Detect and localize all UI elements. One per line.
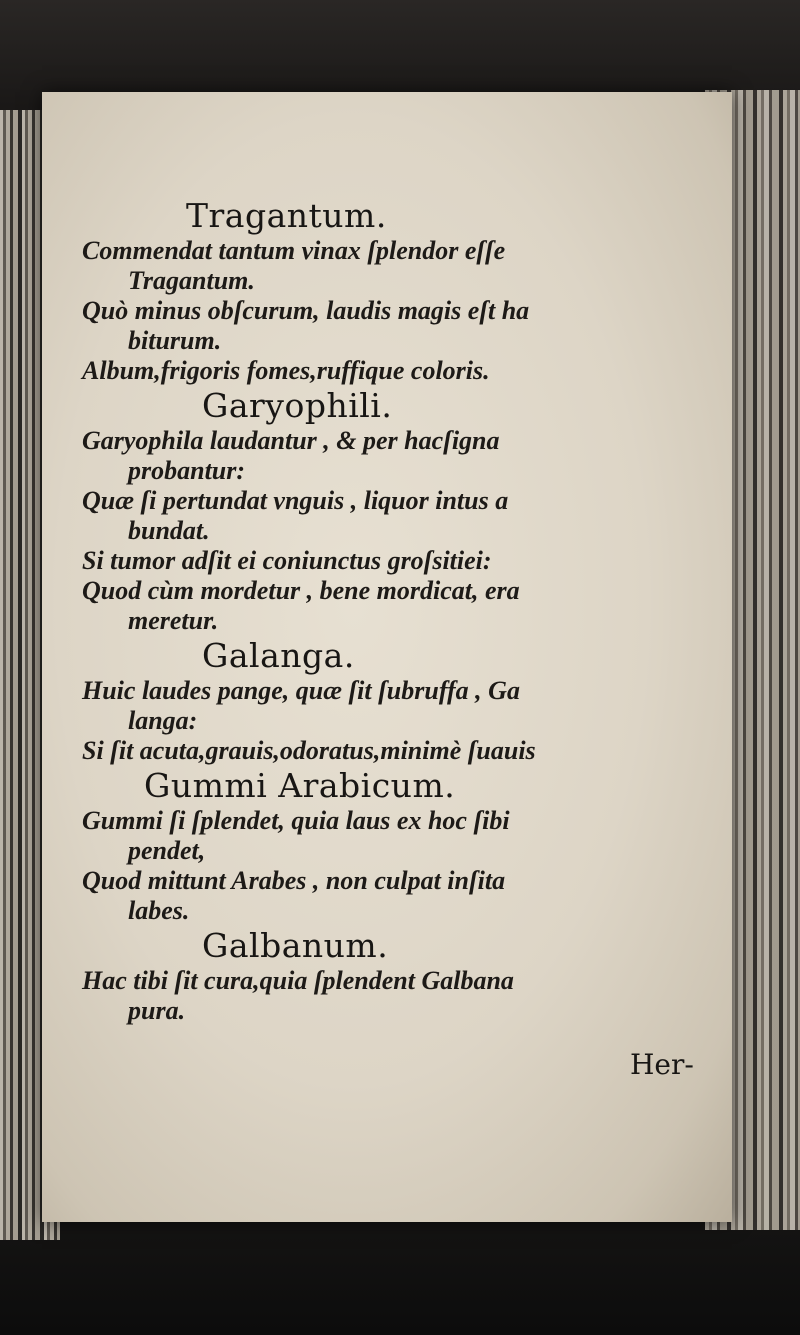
verse-line: Hac tibi ſit cura,quia ſplendent Galbana pura. [82, 966, 514, 1025]
verse-line: Garyophila laudantur , & per hacſigna probantur: [82, 426, 500, 485]
verse-line: Quod cùm mordetur , bene mordicat, era meretur. [82, 576, 520, 635]
page-text [82, 196, 722, 1026]
heading-gummi-arabicum: Gummi Arabicum. [144, 766, 456, 805]
verse-line: Commendat tantum vinax ſplendor eſſe Tragantum. [82, 236, 506, 295]
heading-galanga: Galanga. [202, 636, 355, 675]
verse-line: Si tumor adſit ei coniunctus groſsitiei: [82, 546, 492, 575]
verse-line: Quò minus obſcurum, laudis magis eſt ha biturum. [82, 296, 530, 355]
verse-line: Album,frigoris fomes,ruffique coloris. [82, 356, 490, 385]
verse-line: Quod mittunt Arabes , non culpat inſita labes. [82, 866, 506, 925]
heading-tragantum: Tragantum. [186, 196, 387, 235]
heading-galbanum: Galbanum. [202, 926, 389, 965]
verse-line: Huic laudes pange, quæ ſit ſubruffa , Ga langa: [82, 676, 520, 735]
catchword: Her- [630, 1048, 694, 1081]
verse-line: Gummi ſi ſplendet, quia laus ex hoc ſibi pendet, [82, 806, 510, 865]
verse-line: Si ſit acuta,grauis,odoratus,minimè ſuauis [82, 736, 536, 765]
heading-garyophili: Garyophili. [202, 386, 393, 425]
verse-line: Quæ ſi pertundat vnguis , liquor intus a bundat. [82, 486, 509, 545]
